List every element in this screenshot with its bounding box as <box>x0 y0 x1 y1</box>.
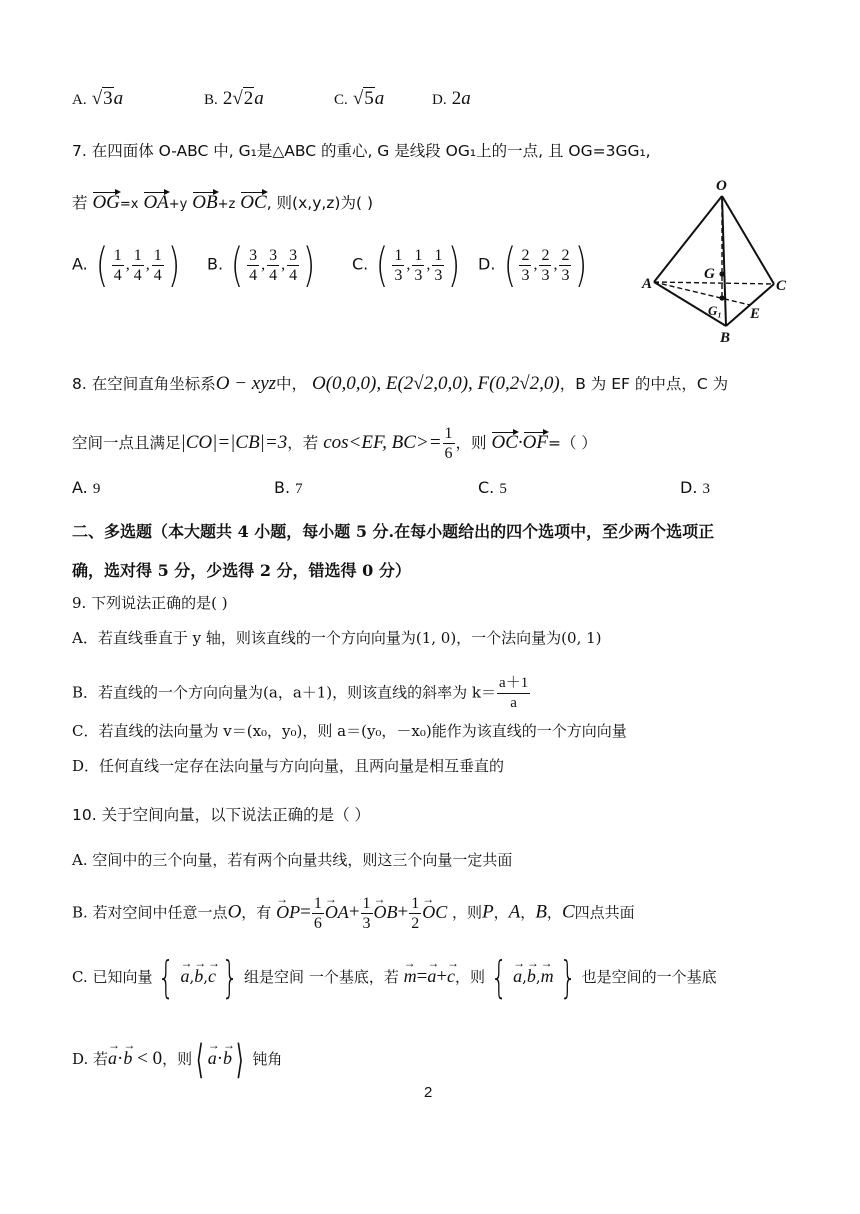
label-e: E <box>750 306 761 322</box>
q6-option-d[interactable]: D. 2a <box>432 88 471 109</box>
q9-option-b[interactable]: B．若直线的一个方向向量为(a，a＋1)，则该直线的斜率为 k＝ $\frac{a+1}{a}$ <box>72 675 529 711</box>
q7-option-a[interactable]: A. ( $\frac{1}{4}$ , $\frac{1}{4}$ , $\frac{1}{4}$ ) <box>72 238 181 292</box>
vector-oc: OC <box>240 192 267 213</box>
q10-option-d[interactable]: D. 若→ a·→ b < 0，则⟨→ a·→ b⟩ 钝角 <box>72 1038 282 1082</box>
q9-option-a[interactable]: A．若直线垂直于 y 轴，则该直线的一个方向向量为(1, 0)，一个法向量为(0, 1) <box>72 629 602 647</box>
section2-heading-line2: 确，选对得 5 分，少选得 2 分，错选得 0 分） <box>72 561 411 580</box>
q6-option-a[interactable]: A. √3a <box>72 88 124 109</box>
q7-stem-line2: 若 OG=x OA+y OB+z OC, 则(x,y,z)为( ) <box>72 192 373 213</box>
label-g: G <box>704 266 715 282</box>
q10-stem: 10. 关于空间向量，以下说法正确的是（ ） <box>72 806 371 824</box>
q7-option-c[interactable]: C. ( $\frac{1}{3}$ , $\frac{1}{3}$ , $\frac{1}{3}$ ) <box>352 238 461 292</box>
q10-option-b[interactable]: B. 若对空间中任意一点O，有 → OP= $\frac{1}{6}$ → OA+ $\frac{1}{3}$ → OB+ $\frac{1}{2}$ → OC ，则P，A，B，C四点共面 <box>72 894 635 933</box>
q7-option-d[interactable]: D. ( $\frac{2}{3}$ , $\frac{2}{3}$ , $\frac{2}{3}$ ) <box>478 238 588 292</box>
vector-oa: OA <box>143 192 169 213</box>
q8-option-c[interactable]: C. 5 <box>478 478 507 497</box>
q8-line1: 8. 在空间直角坐标系O − xyz中， O(0,0,0), E(2√2,0,0), F(0,2√2,0)，B 为 EF 的中点，C 为 <box>72 373 729 394</box>
page-number: 2 <box>424 1084 433 1101</box>
q8-option-b[interactable]: B. 7 <box>274 478 303 497</box>
label-g1: G₁ <box>708 303 722 318</box>
q9-option-c[interactable]: C．若直线的法向量为 v＝(x₀，y₀)，则 a＝(y₀，－x₀)能作为该直线的一个方向向量 <box>72 722 627 740</box>
q6-option-c[interactable]: C. √5a <box>334 88 385 109</box>
vector-ob: OB <box>192 192 218 213</box>
q8-option-d[interactable]: D. 3 <box>680 478 710 497</box>
q8-option-a[interactable]: A. 9 <box>72 478 101 497</box>
section2-heading-line1: 二、多选题（本大题共 4 小题，每小题 5 分.在每小题给出的四个选项中，至少两个选项正 <box>72 522 715 541</box>
q6-option-b[interactable]: B. 2√2a <box>204 88 264 109</box>
label-c: C <box>776 278 787 294</box>
vector-og: OG <box>92 192 120 213</box>
label-o: O <box>716 178 727 194</box>
q9-option-d[interactable]: D．任何直线一定存在法向量与方向向量，且两向量是相互垂直的 <box>72 757 505 775</box>
q7-option-b[interactable]: B. ( $\frac{3}{4}$ , $\frac{3}{4}$ , $\frac{3}{4}$ ) <box>207 238 316 292</box>
tetrahedron-figure <box>636 176 796 344</box>
q10-option-a[interactable]: A. 空间中的三个向量，若有两个向量共线，则这三个向量一定共面 <box>72 851 513 869</box>
label-a: A <box>642 276 653 292</box>
q7-stem-line1: 7. 在四面体 O-ABC 中, G₁是△ABC 的重心, G 是线段 OG₁上的一点, 且 OG=3GG₁, <box>72 142 651 160</box>
q9-stem: 9. 下列说法正确的是( ) <box>72 594 228 612</box>
label-b: B <box>720 330 731 344</box>
q8-line2: 空间一点且满足|CO|=|CB|=3，若 cos<EF, BC>= $\frac{1}{6}$ ，则 OC·OF=（ ） <box>72 425 597 462</box>
q10-option-c[interactable]: C. 已知向量 {→ a,→ b,→ c } 组是空间 一个基底，若 → m=→ a+→ c，则 {→ a,→ b,→ m } 也是空间的一个基底 <box>72 956 717 1000</box>
